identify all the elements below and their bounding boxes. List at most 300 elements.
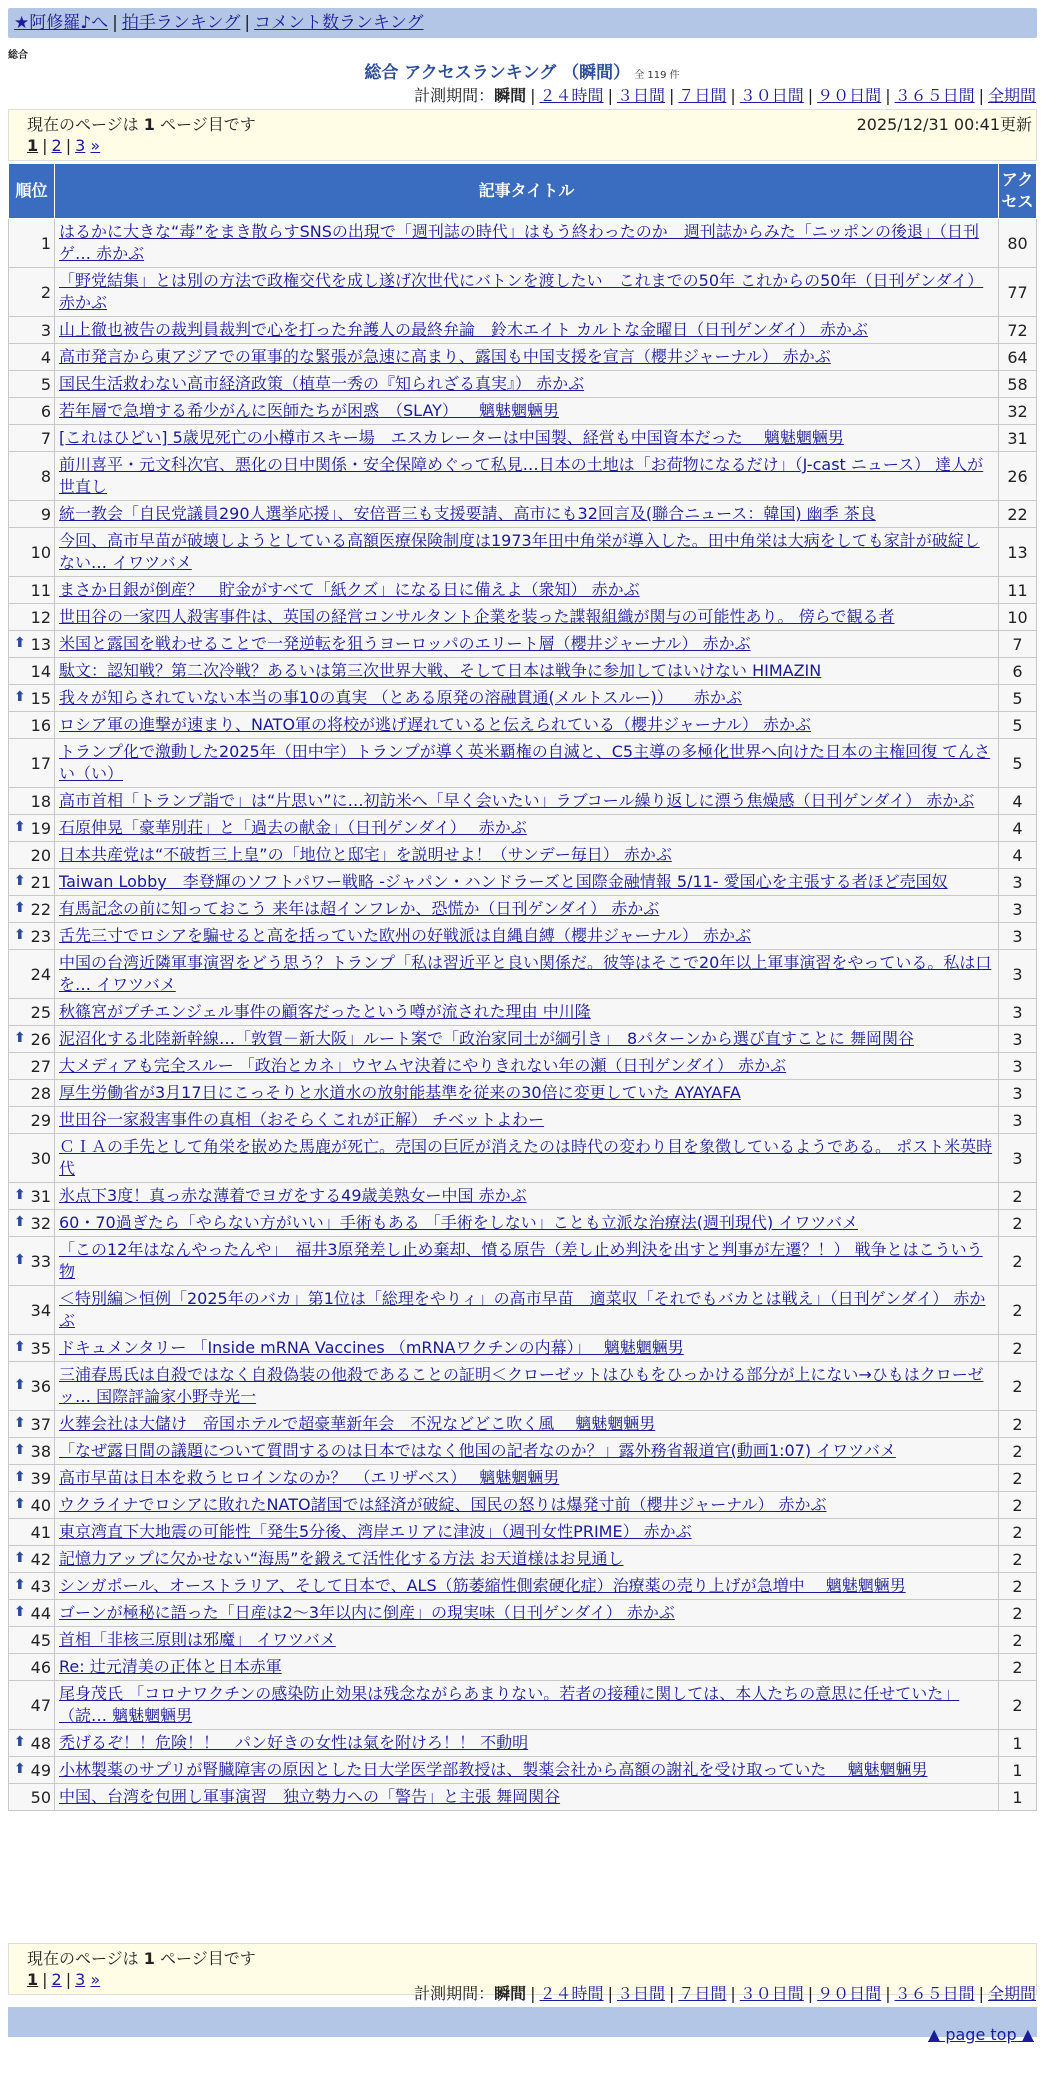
rank-number: 44 (30, 1603, 51, 1623)
article-link[interactable]: 統一教会「自民党議員290人選挙応援」、安倍晋三も支援要請、高市にも32回言及(聯合ニュース：韓国) 幽季 茶良 (59, 504, 876, 523)
site-home-link[interactable]: ★阿修羅♪へ (14, 13, 109, 33)
access-count: 4 (999, 788, 1037, 815)
article-link[interactable]: 秋篠宮がプチエンジェル事件の顧客だったという噂が流された理由 中川隆 (59, 1002, 591, 1021)
rank-cell (9, 452, 55, 501)
rank-number: 24 (30, 964, 51, 984)
title-cell (55, 425, 999, 452)
access-count: 3 (999, 896, 1037, 923)
rank-up-arrow-icon: ⬆ (14, 1213, 26, 1230)
rank-number: 50 (30, 1787, 51, 1807)
title-cell (55, 604, 999, 631)
access-count: 2 (999, 1654, 1037, 1681)
rank-number: 26 (30, 1029, 51, 1049)
rank-cell (9, 999, 55, 1026)
rank-up-arrow-icon: ⬆ (14, 1186, 26, 1203)
table-row (9, 268, 1037, 317)
rank-cell (9, 1107, 55, 1134)
rank-number: 46 (30, 1657, 51, 1677)
period-option-5[interactable]: ９０日間 (817, 1984, 882, 2003)
article-link[interactable]: ゴーンが極秘に語った「日産は2～3年以内に倒産」の現実味（日刊ゲンダイ） 赤かぶ (59, 1603, 675, 1622)
access-count: 2 (999, 1237, 1037, 1286)
table-row (9, 1053, 1037, 1080)
rank-number: 23 (30, 926, 51, 946)
table-row (9, 344, 1037, 371)
rank-cell (9, 896, 55, 923)
rank-cell (9, 631, 55, 658)
rank-cell (9, 1053, 55, 1080)
table-row (9, 371, 1037, 398)
rank-number: 1 (40, 233, 51, 253)
period-label: 計測期間： (414, 1984, 495, 2003)
access-count: 31 (999, 425, 1037, 452)
rank-cell (9, 685, 55, 712)
access-count: 3 (999, 950, 1037, 999)
table-row (9, 1362, 1037, 1411)
article-link[interactable]: 三浦春馬氏は自殺ではなく自殺偽装の他殺であることの証明＜クローゼットはひもをひっかける部分が上にない→ひもはクローゼッ… 国際評論家小野寺光一 (59, 1365, 984, 1406)
article-link[interactable]: 米国と露国を戦わせることで一発逆転を狙うヨーロッパのエリート層（櫻井ジャーナル） 赤かぶ (59, 634, 751, 653)
table-row (9, 501, 1037, 528)
header-access: アクセス (999, 164, 1037, 219)
rank-cell (9, 1681, 55, 1730)
rank-number: 34 (30, 1300, 51, 1320)
article-link[interactable]: 世田谷一家殺害事件の真相（おそらくこれが正解） チベットよわー (59, 1110, 545, 1129)
period-option-3[interactable]: ７日間 (678, 1984, 727, 2003)
access-count: 77 (999, 268, 1037, 317)
article-link[interactable]: 若年層で急増する希少がんに医師たちが困惑 （SLAY） 魑魅魍魎男 (59, 401, 560, 420)
rank-cell (9, 923, 55, 950)
table-row (9, 1107, 1037, 1134)
ranking-table (8, 163, 1037, 1811)
rank-up-arrow-icon: ⬆ (14, 1441, 26, 1458)
article-link[interactable]: ウクライナでロシアに敗れたNATO諸国では経済が破綻、国民の怒りは爆発寸前（櫻井ジャーナル） 赤かぶ (59, 1495, 827, 1514)
article-link[interactable]: 禿げるぞ！！危険！！ パン好きの女性は氣を附けろ！！ 不動明 (59, 1733, 529, 1752)
rank-cell (9, 528, 55, 577)
table-row (9, 1465, 1037, 1492)
access-count: 3 (999, 1080, 1037, 1107)
title-cell (55, 577, 999, 604)
access-count: 2 (999, 1411, 1037, 1438)
article-link[interactable]: 高市首相「トランプ詣で」は“片思い”に…初訪米へ「早く会いたい」ラブコール繰り返しに漂う焦燥感（日刊ゲンダイ） 赤かぶ (59, 791, 975, 810)
article-link[interactable]: トランプ化で激動した2025年（田中宇）トランプが導く英米覇権の自滅と、C5主導の多極化世界へ向けた日本の主権回復 てんさい（い） (59, 742, 991, 783)
rank-number: 16 (30, 715, 51, 735)
rank-cell (9, 425, 55, 452)
title-cell (55, 999, 999, 1026)
table-row (9, 923, 1037, 950)
pager-current: 1 (27, 136, 39, 155)
title-cell (55, 1681, 999, 1730)
title-cell (55, 1546, 999, 1573)
article-link[interactable]: 60・70過ぎたら「やらない方がいい」手術もある 「手術をしない」ことも立派な治療法(週刊現代) イワツバメ (59, 1213, 859, 1232)
rank-cell (9, 950, 55, 999)
category-label: 総合 (8, 50, 28, 61)
article-link[interactable]: ＜特別編＞恒例「2025年のバカ」第1位は「総理をやりィ」の高市早苗 適菜収「それでもバカとは戦え」（日刊ゲンダイ） 赤かぶ (59, 1289, 986, 1330)
table-row (9, 1237, 1037, 1286)
period-option-1[interactable]: ２４時間 (539, 86, 604, 105)
table-row (9, 1438, 1037, 1465)
access-count: 10 (999, 604, 1037, 631)
table-row (9, 1627, 1037, 1654)
title-cell (55, 1600, 999, 1627)
rank-cell (9, 1134, 55, 1183)
period-separator: | (668, 86, 675, 105)
rank-number: 11 (30, 580, 51, 600)
rank-cell (9, 1237, 55, 1286)
rank-number: 22 (30, 899, 51, 919)
period-separator: | (807, 86, 814, 105)
access-count: 1 (999, 1730, 1037, 1757)
table-row (9, 528, 1037, 577)
article-link[interactable]: はるかに大きな“毒”をまき散らすSNSの出現で「週刊誌の時代」はもう終わったのか 週刊誌からみた「ニッポンの後退」（日刊ゲ… 赤かぶ (59, 222, 980, 263)
title-cell (55, 1210, 999, 1237)
article-link[interactable]: 「この12年はなんやったんや」 福井3原発差し止め棄却、憤る原告（差し止め判決を出すと判事が左遷？！） 戦争とはこういう物 (59, 1240, 983, 1281)
table-row (9, 788, 1037, 815)
article-link[interactable]: 世田谷の一家四人殺害事件は、英国の経営コンサルタント企業を装った諜報組織が関与の可能性あり。 傍らで観る者 (59, 607, 895, 626)
access-count: 2 (999, 1362, 1037, 1411)
rank-cell (9, 1183, 55, 1210)
rank-cell (9, 604, 55, 631)
access-count: 64 (999, 344, 1037, 371)
pager-current: 1 (27, 1970, 39, 1989)
article-link[interactable]: 尾身茂氏 「コロナワクチンの感染防止効果は残念ながらあまりない。若者の接種に関しては、本人たちの意思に任せていた」（読… 魑魅魍魎男 (59, 1684, 960, 1725)
rank-cell (9, 1438, 55, 1465)
rank-cell (9, 1654, 55, 1681)
rank-cell (9, 577, 55, 604)
rank-number: 27 (30, 1056, 51, 1076)
article-link[interactable]: 我々が知らされていない本当の事10の真実 （とある原発の溶融貫通(メルトスルー)） 赤かぶ (59, 688, 742, 707)
access-count: 2 (999, 1546, 1037, 1573)
period-option-3[interactable]: ７日間 (678, 86, 727, 105)
access-count: 3 (999, 1053, 1037, 1080)
pager-separator: | (42, 1970, 48, 1989)
pager-page-3[interactable]: 3 (75, 1970, 86, 1989)
title-cell (55, 1237, 999, 1286)
period-option-4[interactable]: ３０日間 (739, 1984, 804, 2003)
table-row (9, 1600, 1037, 1627)
period-option-2[interactable]: ３日間 (616, 86, 665, 105)
rank-cell (9, 1362, 55, 1411)
rank-cell (9, 1465, 55, 1492)
period-option-7[interactable]: 全期間 (987, 1984, 1036, 2003)
pager-next[interactable]: » (90, 1970, 101, 1989)
access-count: 4 (999, 842, 1037, 869)
article-link[interactable]: 「野党結集」とは別の方法で政権交代を成し遂げ次世代にバトンを渡したい これまでの50年 これからの50年（日刊ゲンダイ） 赤かぶ (59, 271, 984, 312)
access-count: 11 (999, 577, 1037, 604)
rank-number: 36 (30, 1376, 51, 1396)
rank-cell (9, 658, 55, 685)
article-link[interactable]: まさか日銀が倒産？ 貯金がすべて「紙クズ」になる日に備えよ（衆知） 赤かぶ (59, 580, 640, 599)
title-cell (55, 1183, 999, 1210)
rank-number: 40 (30, 1495, 51, 1515)
rank-cell (9, 1411, 55, 1438)
title-cell (55, 685, 999, 712)
article-link[interactable]: 前川喜平・元文科次官、悪化の日中関係・安全保障めぐって私見…日本の土地は「お荷物になるだけ」（J-cast ニュース） 達人が世直し (59, 455, 984, 496)
pager-page-2[interactable]: 2 (51, 1970, 62, 1989)
table-row (9, 1134, 1037, 1183)
access-count: 2 (999, 1465, 1037, 1492)
article-link[interactable]: 今回、高市早苗が破壊しようとしている高額医療保険制度は1973年田中角栄が導入した。田中角栄は大病をしても家計が破綻しない… イワツバメ (59, 531, 980, 572)
table-row (9, 425, 1037, 452)
title-cell (55, 788, 999, 815)
title-cell (55, 1134, 999, 1183)
rank-number: 3 (40, 320, 51, 340)
title-cell (55, 1053, 999, 1080)
page-info-top (8, 109, 1037, 161)
rank-up-arrow-icon: ⬆ (14, 1251, 26, 1268)
table-row (9, 631, 1037, 658)
period-separator: | (885, 86, 891, 105)
rank-cell (9, 219, 55, 268)
rank-number: 42 (30, 1549, 51, 1569)
table-row (9, 1757, 1037, 1784)
page-top-link[interactable]: ▲ page top ▲ (927, 2025, 1034, 2044)
rank-number: 6 (40, 401, 51, 421)
title-cell (55, 1286, 999, 1335)
top-nav-bar (8, 8, 1037, 38)
title-cell (55, 1080, 999, 1107)
table-row (9, 1681, 1037, 1730)
page-indicator: 現在のページは 1 ページ目です (27, 115, 256, 134)
rank-cell (9, 1335, 55, 1362)
title-cell (55, 739, 999, 788)
rank-number: 49 (30, 1760, 51, 1780)
article-link[interactable]: 山上徹也被告の裁判員裁判で心を打った弁護人の最終弁論 鈴木エイト カルトな金曜日（日刊ゲンダイ） 赤かぶ (59, 320, 868, 339)
table-row (9, 1519, 1037, 1546)
article-link[interactable]: 大メディアも完全スルー 「政治とカネ」ウヤムヤ決着にやりきれない年の瀬（日刊ゲンダイ） 赤かぶ (59, 1056, 787, 1075)
rank-cell (9, 815, 55, 842)
rank-number: 19 (30, 818, 51, 838)
rank-cell (9, 1730, 55, 1757)
rank-cell (9, 344, 55, 371)
title-cell (55, 869, 999, 896)
rank-number: 29 (30, 1110, 51, 1130)
access-count: 22 (999, 501, 1037, 528)
title-cell (55, 219, 999, 268)
rank-cell (9, 1573, 55, 1600)
access-count: 3 (999, 1026, 1037, 1053)
article-link[interactable]: 中国の台湾近隣軍事演習をどう思う？トランプ「私は習近平と良い関係だ。彼等はそこで20年以上軍事演習をやっている。私は口を… イワツバメ (59, 953, 992, 994)
access-count: 2 (999, 1492, 1037, 1519)
rank-number: 14 (30, 661, 51, 681)
title-cell (55, 815, 999, 842)
article-link[interactable]: 駄文：認知戦？第二次冷戦？あるいは第三次世界大戦、そして日本は戦争に参加してはいけない HIMAZIN (59, 661, 822, 680)
table-row (9, 950, 1037, 999)
period-option-1[interactable]: ２４時間 (539, 1984, 604, 2003)
title-cell (55, 371, 999, 398)
rank-up-arrow-icon: ⬆ (14, 1760, 26, 1777)
article-link[interactable]: 厚生労働省が3月17日にこっそりと水道水の放射能基準を従来の30倍に変更していた AYAYAFA (59, 1083, 741, 1102)
article-link[interactable]: 舌先三寸でロシアを騙せると高を括っていた欧州の好戦派は自縄自縛（櫻井ジャーナル） 赤かぶ (59, 926, 751, 945)
pager-separator: | (42, 136, 48, 155)
title-cell (55, 1026, 999, 1053)
period-option-6[interactable]: ３６５日間 (894, 86, 975, 105)
pagination-bottom (27, 1970, 100, 1989)
period-option-5[interactable]: ９０日間 (817, 86, 882, 105)
access-count: 7 (999, 631, 1037, 658)
pager-separator: | (65, 136, 72, 155)
period-option-6[interactable]: ３６５日間 (894, 1984, 975, 2003)
title-cell (55, 344, 999, 371)
rank-cell (9, 268, 55, 317)
period-separator: | (668, 1984, 675, 2003)
article-link[interactable]: 火葬会社は大儲け 帝国ホテルで超豪華新年会 不況などどこ吹く風 魑魅魍魎男 (59, 1414, 656, 1433)
article-link[interactable]: Re: 辻元清美の正体と日本赤軍 (59, 1657, 282, 1676)
pager-next[interactable]: » (90, 136, 101, 155)
pager-separator: | (65, 1970, 72, 1989)
rank-number: 9 (40, 504, 51, 524)
article-link[interactable]: シンガポール、オーストラリア、そして日本で、ALS（筋萎縮性側索硬化症）治療薬の売り上げが急増中 魑魅魍魎男 (59, 1576, 906, 1595)
access-count: 2 (999, 1627, 1037, 1654)
article-link[interactable]: 日本共産党は“不破哲三上皇”の「地位と邸宅」を説明せよ！（サンデー毎日） 赤かぶ (59, 845, 672, 864)
access-count: 2 (999, 1210, 1037, 1237)
rank-number: 28 (30, 1083, 51, 1103)
access-count: 5 (999, 739, 1037, 788)
rank-number: 45 (30, 1630, 51, 1650)
pager-page-2[interactable]: 2 (51, 136, 62, 155)
rank-cell (9, 1519, 55, 1546)
table-row (9, 712, 1037, 739)
period-separator: | (530, 1984, 536, 2003)
rank-number: 35 (30, 1338, 51, 1358)
rank-number: 43 (30, 1576, 51, 1596)
total-count: 全 119 件 (634, 70, 680, 81)
rank-cell (9, 398, 55, 425)
article-link[interactable]: [これはひどい] 5歳児死亡の小樽市スキー場 エスカレーターは中国製、経営も中国資本だった 魑魅魍魎男 (59, 428, 844, 447)
access-count: 2 (999, 1573, 1037, 1600)
article-link[interactable]: 泥沼化する北陸新幹線…「敦賀－新大阪」ルート案で「政治家同士が綱引き」 8パターンから選び直すことに 舞岡関谷 (59, 1029, 914, 1048)
rank-up-arrow-icon: ⬆ (14, 1549, 26, 1566)
period-option-2[interactable]: ３日間 (616, 1984, 665, 2003)
title-cell (55, 1411, 999, 1438)
access-count: 32 (999, 398, 1037, 425)
title-cell (55, 1730, 999, 1757)
rank-number: 21 (30, 872, 51, 892)
access-count: 5 (999, 712, 1037, 739)
clap-ranking-link[interactable]: 拍手ランキング (121, 13, 241, 33)
title-cell (55, 950, 999, 999)
article-link[interactable]: 氷点下3度！真っ赤な薄着でヨガをする49歳美熟女ー中国 赤かぶ (59, 1186, 527, 1205)
period-separator: | (978, 86, 984, 105)
comment-ranking-link[interactable]: コメント数ランキング (254, 13, 424, 33)
title-cell (55, 398, 999, 425)
rank-cell (9, 1546, 55, 1573)
rank-up-arrow-icon: ⬆ (14, 1495, 26, 1512)
nav-separator: | (244, 13, 251, 33)
article-link[interactable]: 高市発言から東アジアでの軍事的な緊張が急速に高まり、露国も中国支援を宣言（櫻井ジャーナル） 赤かぶ (59, 347, 831, 366)
rank-number: 12 (30, 607, 51, 627)
article-link[interactable]: 「なぜ露日間の議題について質問するのは日本ではなく他国の記者なのか？」露外務省報道官(動画1:07) イワツバメ (59, 1441, 896, 1460)
period-separator: | (607, 1984, 613, 2003)
table-row (9, 398, 1037, 425)
rank-cell (9, 1600, 55, 1627)
period-option-4[interactable]: ３０日間 (739, 86, 804, 105)
period-option-7[interactable]: 全期間 (987, 86, 1036, 105)
article-link[interactable]: 有馬記念の前に知っておこう 来年は超インフレか、恐慌か（日刊ゲンダイ） 赤かぶ (59, 899, 660, 918)
article-link[interactable]: 東京湾直下大地震の可能性「発生5分後、湾岸エリアに津波」（週刊女性PRIME） 赤かぶ (59, 1522, 692, 1541)
rank-number: 37 (30, 1414, 51, 1434)
table-row (9, 1730, 1037, 1757)
rank-cell (9, 869, 55, 896)
rank-cell (9, 501, 55, 528)
rank-number: 25 (30, 1002, 51, 1022)
article-link[interactable]: 高市早苗は日本を救うヒロインなのか？ （エリザベス） 魑魅魍魎男 (59, 1468, 560, 1487)
access-count: 2 (999, 1519, 1037, 1546)
access-count: 3 (999, 1134, 1037, 1183)
article-link[interactable]: 石原伸晃「豪華別荘」と「過去の献金」（日刊ゲンダイ） 赤かぶ (59, 818, 527, 837)
rank-number: 4 (40, 347, 51, 367)
nav-separator: | (112, 13, 118, 33)
article-link[interactable]: Taiwan Lobby 李登輝のソフトパワー戦略 -ジャパン・ハンドラーズと国際金融情報 5/11- 愛国心を主張する者ほど売国奴 (59, 872, 948, 891)
access-count: 13 (999, 528, 1037, 577)
rank-number: 8 (40, 466, 51, 486)
rank-cell (9, 1492, 55, 1519)
rank-cell (9, 1286, 55, 1335)
rank-cell (9, 371, 55, 398)
page-indicator: 現在のページは 1 ページ目です (27, 1949, 256, 1968)
pager-page-3[interactable]: 3 (75, 136, 86, 155)
access-count: 5 (999, 685, 1037, 712)
title-cell (55, 1519, 999, 1546)
footer-bar (8, 2007, 1037, 2037)
rank-up-arrow-icon: ⬆ (14, 1414, 26, 1431)
access-count: 4 (999, 815, 1037, 842)
table-row (9, 317, 1037, 344)
article-link[interactable]: 記憶力アップに欠かせない“海馬”を鍛えて活性化する方法 お天道様はお見通し (59, 1549, 624, 1568)
table-row (9, 1573, 1037, 1600)
rank-cell (9, 1784, 55, 1811)
title-cell (55, 896, 999, 923)
rank-up-arrow-icon: ⬆ (14, 1029, 26, 1046)
article-link[interactable]: 小林製薬のサプリが腎臓障害の原因とした日大学医学部教授は、製薬会社から高額の謝礼を受け取っていた 魑魅魍魎男 (59, 1760, 928, 1779)
rank-cell (9, 317, 55, 344)
article-link[interactable]: 首相「非核三原則は邪魔」 イワツバメ (59, 1630, 336, 1649)
rank-cell (9, 842, 55, 869)
table-row (9, 869, 1037, 896)
access-count: 80 (999, 219, 1037, 268)
table-row (9, 1335, 1037, 1362)
title-cell (55, 842, 999, 869)
period-selector-bottom (414, 1984, 1036, 2004)
title-cell (55, 1335, 999, 1362)
rank-number: 5 (40, 374, 51, 394)
rank-number: 7 (40, 428, 51, 448)
rank-number: 30 (30, 1148, 51, 1168)
period-separator: | (978, 1984, 984, 2003)
rank-number: 41 (30, 1522, 51, 1542)
header-rank: 順位 (9, 164, 55, 219)
access-count: 2 (999, 1335, 1037, 1362)
rank-number: 38 (30, 1441, 51, 1461)
article-link[interactable]: 中国、台湾を包囲し軍事演習 独立勢力への「警告」と主張 舞岡関谷 (59, 1787, 561, 1806)
title-cell (55, 1465, 999, 1492)
access-count: 3 (999, 923, 1037, 950)
period-selector-top (414, 86, 1036, 106)
period-current: 瞬間 (494, 1984, 527, 2003)
article-link[interactable]: ドキュメンタリー 「Inside mRNA Vaccines （mRNAワクチンの内幕）」 魑魅魍魎男 (59, 1338, 684, 1357)
article-link[interactable]: 国民生活救わない高市経済政策（植草一秀の『知られざる真実』） 赤かぶ (59, 374, 585, 393)
rank-cell (9, 1210, 55, 1237)
table-row (9, 1026, 1037, 1053)
access-count: 6 (999, 658, 1037, 685)
article-link[interactable]: ロシア軍の進撃が速まり、NATO軍の将校が逃げ遅れていると伝えられている（櫻井ジャーナル） 赤かぶ (59, 715, 812, 734)
rank-up-arrow-icon: ⬆ (14, 872, 26, 889)
period-separator: | (730, 86, 736, 105)
rank-cell (9, 1080, 55, 1107)
article-link[interactable]: ＣＩＡの手先として角栄を嵌めた馬鹿が死亡。売国の巨匠が消えたのは時代の変わり目を象徴しているようである。 ポスト米英時代 (59, 1137, 993, 1178)
rank-cell (9, 1627, 55, 1654)
rank-cell (9, 1026, 55, 1053)
rank-cell (9, 1757, 55, 1784)
period-separator: | (730, 1984, 736, 2003)
